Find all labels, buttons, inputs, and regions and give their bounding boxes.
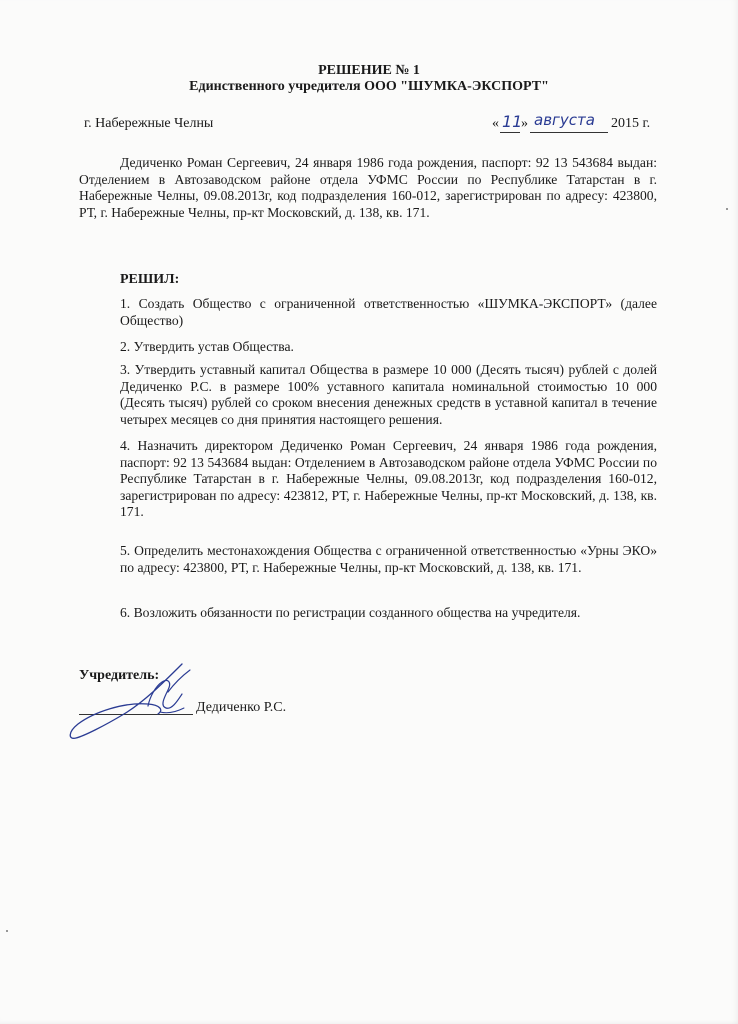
date-year: 2015 г. <box>611 116 651 131</box>
decision-item-6: 6. Возложить обязанности по регистрации созданного общества на учредителя. <box>120 605 581 620</box>
decided-heading: РЕШИЛ: <box>120 272 180 287</box>
founder-name: Дедиченко Р.С. <box>196 700 287 715</box>
founder-label: Учредитель: <box>79 668 160 683</box>
decision-item-1: 1. Создать Общество с ограниченной ответственностью «ШУМКА-ЭКСПОРТ» (далее Общество) <box>120 296 657 328</box>
decision-item-5: 5. Определить местонахождения Общества с ограниченной ответственностью «Урны ЭКО» по адресу: 423800, РТ, г. Набережные Челны, пр-кт Московский, д. 138, кв. 171. <box>120 543 657 575</box>
document-title: РЕШЕНИЕ № 1 <box>318 63 420 78</box>
decision-item-4: 4. Назначить директором Дедиченко Роман Сергеевич, 24 января 1986 года рождения, паспорт: 92 13 543684 выдан: Отделением в Автозаводском районе отдела УФМС России по Республике Татарстан в г. Набережные Челны, 09.08.2013г, код подразделения 160-012, зарегистрирован по адресу: 423812, РТ, г. Набережные Челны, пр-кт Московский, д. 138, кв. 171. <box>120 438 657 519</box>
date-open-quote: « <box>492 116 499 131</box>
date-close-quote: » <box>521 116 528 131</box>
document-subtitle: Единственного учредителя ООО "ШУМКА-ЭКСПОРТ" <box>189 79 549 94</box>
date-month-handwritten: августа <box>534 111 595 129</box>
city-label: г. Набережные Челны <box>84 116 214 131</box>
intro-paragraph: Дедиченко Роман Сергеевич, 24 января 1986 года рождения, паспорт: 92 13 543684 выдан: Отделением в Автозаводском районе отдела УФМС России по Республике Татарстан в г. Набережные Челны, 09.08.2013г, код подразделения 160-012, зарегистрирован по адресу: 423800, РТ, г. Набережные Челны, пр-кт Московский, д. 138, кв. 171. <box>79 155 657 220</box>
decision-item-3: 3. Утвердить уставный капитал Общества в размере 10 000 (Десять тысяч) рублей с долей Дедиченко Р.С. в размере 100% уставного капитала номинальной стоимостью 10 000 (Десять тысяч) рублей со сроком внесения денежных средств в уставной капитал в течение четырех месяцев со дня принятия настоящего решения. <box>120 362 657 427</box>
decision-item-2: 2. Утвердить устав Общества. <box>120 339 294 354</box>
date-day-handwritten: 11 <box>502 112 523 131</box>
